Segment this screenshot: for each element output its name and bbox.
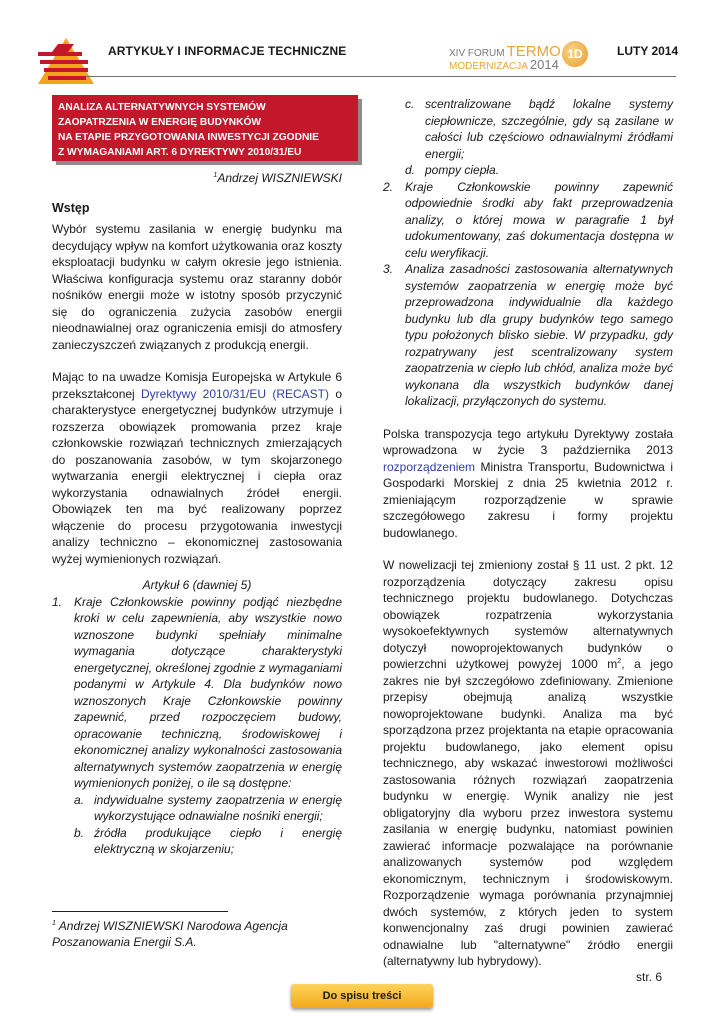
list-item [52,792,342,825]
superscript: 2 [617,658,622,665]
section-title-header: ARTYKUŁY I INFORMACJE TECHNICZNE [108,44,347,58]
list-item-text: Kraje Członkowskie powinny podjąć niezbędne kroki w celu zapewnienia, aby wszystkie nowo wznoszone budynki spełniały minimalne wymagania dotyczące charakterystyki energetycznej, określonej zgodnie z wymaganiami podanymi w Artykule 4. Dla budynków nowo wznoszonych Kraje Członkowskie powinny zapewnić, przed rozpoczęciem budowy, opracowanie techniczną, środowiskowej i ekonomicznej analizy wykonalności zastosowania alternatywnych systemów zaopatrzenia w energię wymienionych poniżej, o ile są dostępne: [74,594,342,790]
footnote-text: Andrzej WISZNIEWSKI Narodowa Agencja Poszanowania Energii S.A. [52,919,288,949]
list-item-text: Kraje Członkowskie powinny zapewnić odpowiednie środki aby fakt przeprowadzenia analizy, o której mowa w paragrafie 1 był udokumentowany, zaś dokumentacja dostępna w celu weryfikacji. [405,179,673,260]
list-marker: 2. [383,179,394,194]
paragraph-text: Mając to na uwadze Komisja Europejska w Artykule 6 przekształconej [52,370,342,401]
footnote-number: 1 [52,920,56,927]
page-header [0,0,725,80]
list-item [383,96,673,162]
intro-paragraph: Wybór systemu zasilania w energię budynku ma decydujący wpływ na komfort użytkowania oraz koszty eksploatacji budynku w całym okresie jego istnienia. Właściwa konfiguracja systemu oraz staranny dobór nośników energii może w istotny sposób przyczynić się do ograniczenia zużycia zasobów energii nieodnawialnej oraz ograniczenia emisji do atmosfery zanieczyszczeń związanych z produkcją energii. [52,222,342,352]
section-heading: Wstęp [52,200,90,215]
article-title-line: NA ETAPIE PRZYGOTOWANIA INWESTYCJI ZGODNIE [58,132,319,143]
author-name: Andrzej WISZNIEWSKI [217,171,342,185]
list-marker: b. [74,825,85,840]
list-marker: 1. [52,594,63,609]
paragraph-text: Polska transpozycja tego artykułu Dyrektywy została wprowadzona w życie 3 października 2013 [383,426,673,457]
transposition-paragraph [383,426,673,542]
list-item [52,594,342,792]
paragraph-text: , a jego zakres nie był szczegółowo zdefiniowany. Zmienione przepisy obejmują analizą wszystkie nowoprojektowane budynki. Analiza ma być sporządzona przez projektanta na etapie opracowania projektu budowlanego, jako element opisu technicznego, aby wskazać inwestorowi możliwości zastosowania różnych rozwiązań zaopatrzenia budynku w energię. Wynik analizy nie jest obligatoryjny dla wyboru przez inwestora systemu zasilania w energię budynku, natomiast powinien zawierać informacje pozwalające na porównanie analizowanych systemów pod względem ekonomicznym, technicznym i środowiskowym. Rozporządzenie wymaga porównania przynajmniej dwóch systemów, z których jeden to system konwencjonalny zaś drugi powinien zawierać odnawialne lub "alternatywne" źródło energii (alternatywny lub hybrydowy). [383,657,673,968]
forum-prefix: XIV FORUM [449,48,505,59]
amendment-paragraph [383,557,673,970]
paragraph-text: W nowelizacji tej zmieniony został § 11 ust. 2 pkt. 12 rozporządzenia dotyczący zakresu opisu technicznego projektu budowlanego. Dotychczas obowiązek rozpatrzenia wykorzystania wysokoefektywnych systemów alternatywnych dotyczył nowoprojektowanych budynków o powierzchni użytkowej powyżej 1000 m [383,558,673,671]
right-column [383,96,673,970]
forum-word: TERMO [506,43,561,60]
forum-sub: MODERNIZACJA [449,61,528,72]
list-marker: d. [405,163,416,177]
left-column [52,170,342,858]
list-item-text: scentralizowane bądź lokalne systemy ciepłownicze, szczególnie, gdy są zasilane w całości lub częściowo odnawialnymi źródłami energii; [425,97,673,161]
list-item-text: Analiza zasadności zastosowania alternatywnych systemów zaopatrzenia w energię może być przeprowadzona indywidualnie dla każdego budynku lub dla grupy budynków tego samego typu położonych blisko siebie. W przypadku, gdy rozpatrywany jest scentralizowany system zaopatrzenia w ciepło lub chłód, analiza może być wykonana dla wszystkich budynków danej lokalizacji, przyłączonych do systemu. [405,262,673,408]
directive-link[interactable]: Dyrektywy 2010/31/EU (RECAST) [141,386,330,401]
list-item-text: indywidualne systemy zaopatrzenia w energię wykorzystujące odnawialne nośniki energii; [94,792,342,823]
list-item [383,261,673,410]
table-of-contents-button[interactable]: Do spisu treści [291,984,433,1008]
list-marker: c. [405,97,415,111]
article-title-line: ANALIZA ALTERNATYWNYCH SYSTEMÓW [58,102,266,113]
page-number: str. 6 [636,970,663,984]
forum-logo [449,39,589,71]
issue-date: LUTY 2014 [617,44,679,58]
header-divider [86,76,676,77]
author-line [52,170,342,187]
article-title-line: ZAOPATRZENIA W ENERGIĘ BUDYNKÓW [58,117,261,128]
quote-title: Artykuł 6 (dawniej 5) [142,578,252,592]
author-footnote-ref: 1 [213,172,218,179]
list-marker: 3. [383,262,394,276]
list-item-text: pompy ciepła. [425,163,500,177]
paragraph-text: Ministra Transportu, Budownictwa i Gospodarki Morskiej z dnia 25 kwietnia 2012 r. zmieniającym rozporządzenie w sprawie szczegółowego zakresu i formy projektu budowlanego. [383,459,673,540]
article-title-line: Z WYMAGANIAMI ART. 6 DYREKTYWY 2010/31/EU [58,147,302,158]
termo-logo-icon [38,38,94,84]
directive-paragraph [52,369,342,567]
paragraph-text: o charakterystyce energetycznej budynków utrzymuje i rozszerza obowiązek promowania przez kraje członkowskie rozwiązań technicznych zmierzających do poszanowania zasobów, w tym skojarzonego wytwarzania energii elektrycznej i ciepła oraz wykorzystania odnawialnych źródeł energii. Obowiązek ten ma być realizowany poprzez włączenie do procesu przygotowania inwestycji analizy techniczno – ekonomicznej zastosowania wyżej wymienionych rozwiązań. [52,386,342,566]
footnote-divider [52,911,228,912]
list-item [383,162,673,179]
article-title-box [52,95,358,161]
list-item [383,179,673,262]
list-marker: a. [74,792,85,807]
forum-badge-icon: 1D [562,41,588,67]
list-item [52,825,342,858]
forum-year: 2014 [529,57,559,72]
footnote [52,918,342,950]
regulation-link[interactable]: rozporządzeniem [383,459,476,474]
list-item-text: źródła produkujące ciepło i energię elektryczną w skojarzeniu; [94,825,342,856]
